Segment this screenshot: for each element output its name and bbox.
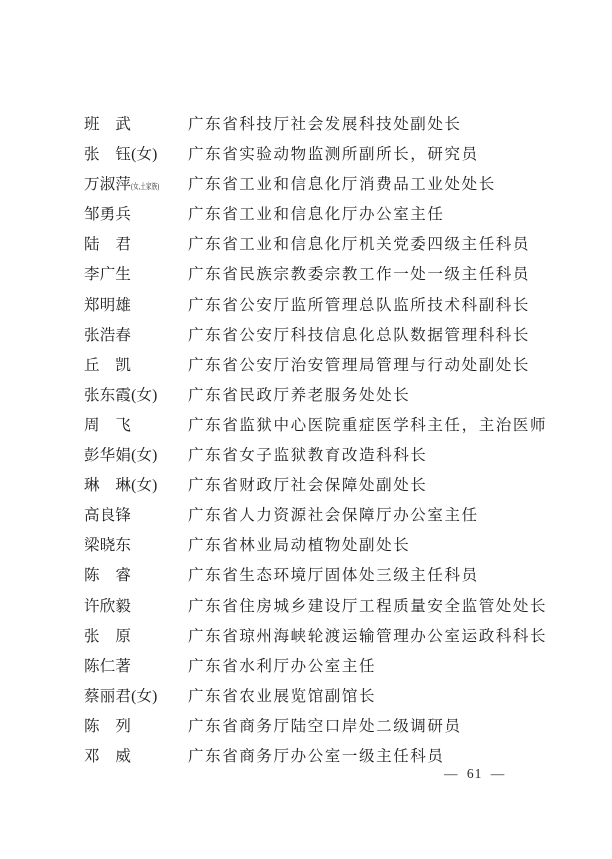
person-name: 陈 睿	[84, 567, 132, 585]
person-position-title: 广东省民政厅养老服务处处长	[188, 386, 411, 404]
person-name: 邹勇兵	[84, 206, 132, 224]
person-name-cell	[84, 411, 188, 441]
person-name: 邓 威	[84, 747, 132, 765]
person-name-cell	[84, 531, 188, 561]
person-name-cell	[84, 260, 188, 290]
roster-row	[84, 471, 547, 501]
person-name-cell	[84, 291, 188, 321]
person-position-title: 广东省实验动物监测所副所长，研究员	[188, 146, 479, 164]
roster-row	[84, 712, 547, 742]
person-name-cell	[84, 140, 188, 170]
person-position-title: 广东省监狱中心医院重症医学科主任，主治医师	[188, 416, 548, 434]
roster-row	[84, 260, 547, 290]
person-name-cell	[84, 471, 188, 501]
roster-row	[84, 321, 547, 351]
roster-row	[84, 411, 547, 441]
roster-row	[84, 441, 547, 471]
person-name: 蔡丽君(女)	[84, 687, 158, 705]
person-name: 张浩春	[84, 326, 132, 344]
person-name-cell	[84, 712, 188, 742]
roster-row	[84, 531, 547, 561]
person-name-cell	[84, 501, 188, 531]
person-name-cell	[84, 742, 188, 772]
person-name-cell	[84, 230, 188, 260]
person-name-cell	[84, 592, 188, 622]
person-name: 周 飞	[84, 416, 132, 434]
person-name: 梁晓东	[84, 537, 132, 555]
person-name: 彭华娟(女)	[84, 447, 158, 465]
person-position-title: 广东省公安厅科技信息化总队数据管理科科长	[188, 326, 531, 344]
person-name: 张东霞(女)	[84, 386, 158, 404]
person-name-cell	[84, 441, 188, 471]
person-name-cell	[84, 682, 188, 712]
person-name: 班 武	[84, 116, 132, 133]
person-name-cell	[84, 170, 188, 202]
person-position-title: 广东省公安厅监所管理总队监所技术科副科长	[188, 296, 531, 314]
person-name: 许欣毅	[84, 597, 132, 615]
person-position-title: 广东省生态环境厅固体处三级主任科员	[188, 567, 479, 585]
person-position-title: 广东省女子监狱教育改造科科长	[188, 447, 428, 465]
person-name-cell	[84, 200, 188, 230]
page-number: — 61 —	[444, 766, 506, 781]
roster-row	[84, 381, 547, 411]
person-name-cell	[84, 622, 188, 652]
person-name: 高良锋	[84, 507, 132, 525]
person-name: 李广生	[84, 266, 132, 284]
person-position-title: 广东省林业局动植物处副处长	[188, 537, 411, 555]
person-position-title: 广东省工业和信息化厅机关党委四级主任科员	[188, 236, 531, 254]
person-name-note: (女,土家族)	[131, 182, 160, 192]
person-name-cell	[84, 321, 188, 351]
roster-row	[84, 592, 547, 622]
person-name: 陈 列	[84, 717, 132, 735]
person-position-title: 广东省琼州海峡轮渡运输管理办公室运政科科长	[188, 627, 548, 645]
person-name: 万淑萍	[84, 176, 132, 194]
appointments-list	[84, 110, 547, 772]
person-name: 琳 琳(女)	[84, 477, 158, 495]
person-position-title: 广东省工业和信息化厅消费品工业处处长	[188, 176, 496, 194]
person-position-title: 广东省水利厅办公室主任	[188, 657, 377, 675]
person-name: 郑明雄	[84, 296, 132, 314]
person-position-title: 广东省商务厅办公室一级主任科员	[188, 747, 445, 765]
person-position-title: 广东省公安厅治安管理局管理与行动处副处长	[188, 356, 531, 374]
person-position-title: 广东省人力资源社会保障厅办公室主任	[188, 507, 479, 525]
person-position-title: 广东省财政厅社会保障处副处长	[188, 477, 428, 495]
person-position-title: 广东省民族宗教委宗教工作一处一级主任科员	[188, 266, 531, 284]
roster-row	[84, 140, 547, 170]
roster-row	[84, 622, 547, 652]
person-name-cell	[84, 652, 188, 682]
person-name: 丘 凯	[84, 356, 132, 374]
person-position-title: 广东省农业展览馆副馆长	[188, 687, 377, 705]
roster-row	[84, 170, 547, 200]
roster-row	[84, 561, 547, 591]
roster-row	[84, 110, 547, 140]
person-name: 张 原	[84, 627, 132, 645]
roster-row	[84, 501, 547, 531]
person-position-title: 广东省住房城乡建设厅工程质量安全监管处处长	[188, 597, 548, 615]
person-position-title: 广东省商务厅陆空口岸处二级调研员	[188, 717, 462, 735]
person-name-cell	[84, 110, 188, 140]
person-name: 张 钰(女)	[84, 146, 158, 164]
roster-row	[84, 200, 547, 230]
person-name: 陆 君	[84, 236, 132, 254]
person-name-cell	[84, 561, 188, 591]
roster-row	[84, 230, 547, 260]
roster-row	[84, 652, 547, 682]
roster-row	[84, 682, 547, 712]
person-position-title: 广东省科技厅社会发展科技处副处长	[188, 116, 462, 133]
person-name: 陈仁著	[84, 657, 132, 675]
person-name-cell	[84, 381, 188, 411]
roster-row	[84, 351, 547, 381]
roster-row	[84, 291, 547, 321]
person-name-cell	[84, 351, 188, 381]
person-position-title: 广东省工业和信息化厅办公室主任	[188, 206, 445, 224]
